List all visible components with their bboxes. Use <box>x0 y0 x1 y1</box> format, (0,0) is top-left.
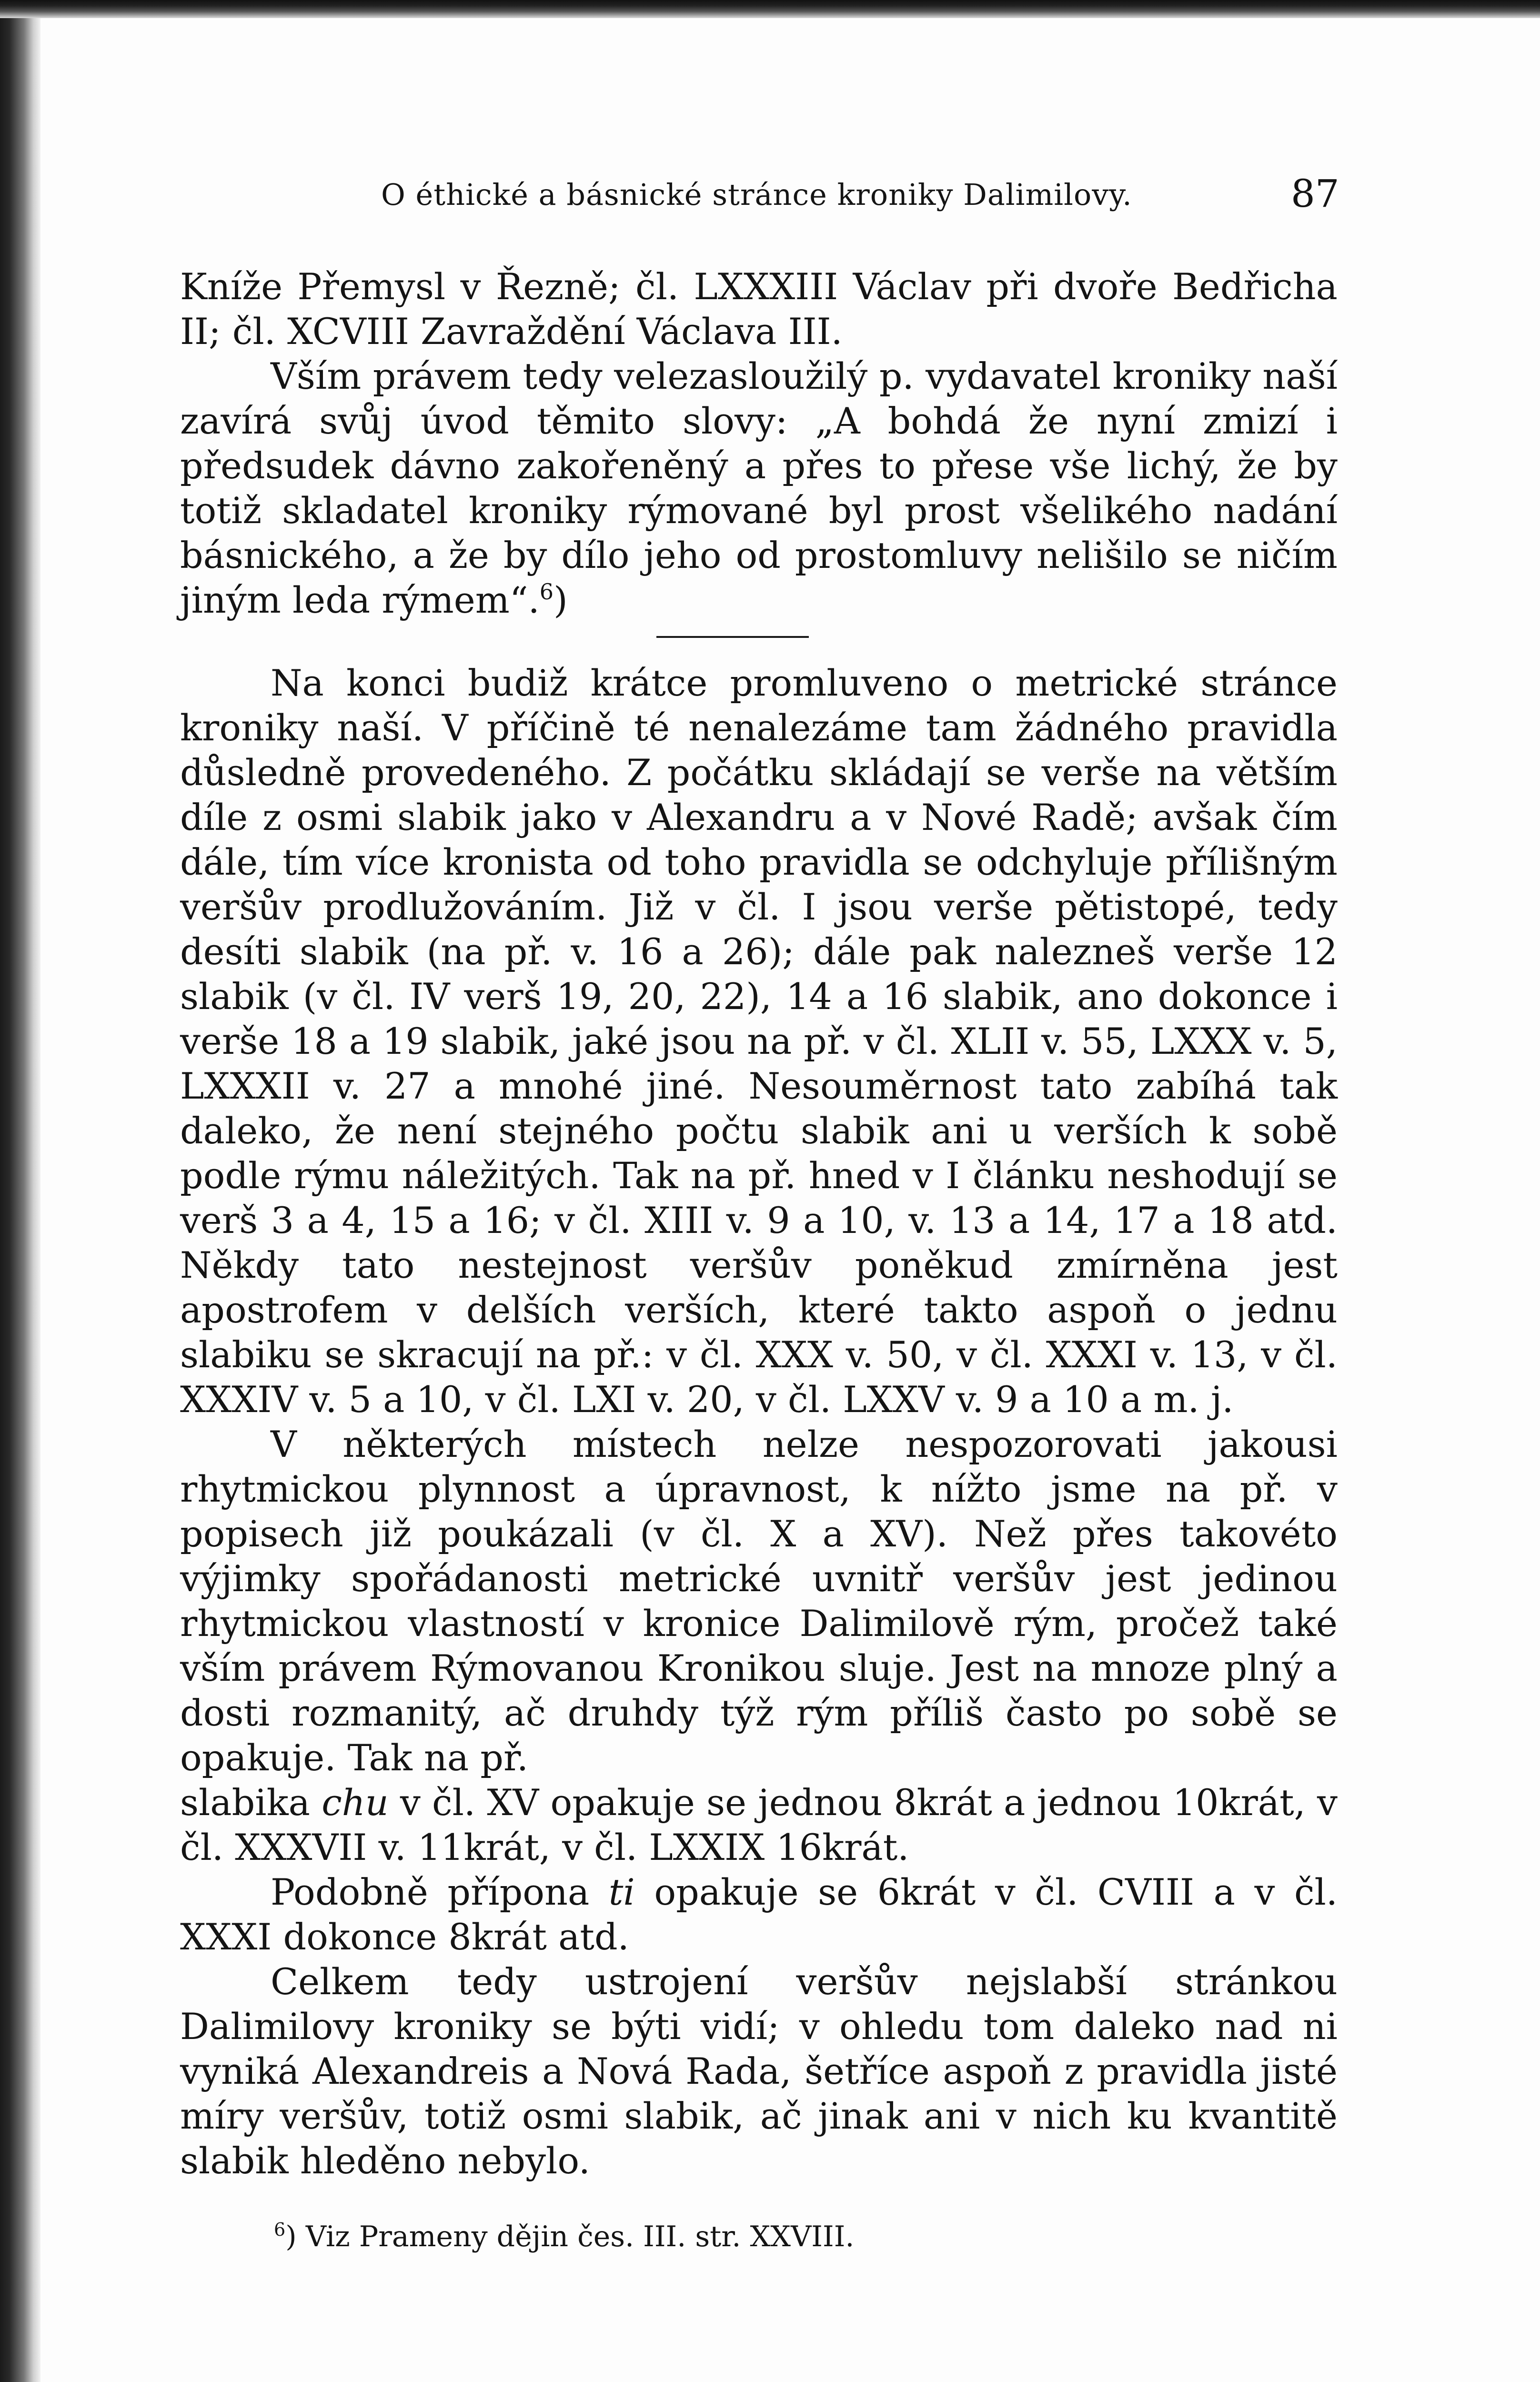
paragraph-4: V některých místech nelze nespozorovati jakousi rhytmickou plynnost a úpravnost, k nížto jsme na př. v popisech již poukázali (v čl. X a XV). Než přes takovéto výjimky spořádanosti metrické uvnitř veršův jest jedinou rhytmickou vlastností v kronice Dalimilově rým, pročež také vším právem Rýmovanou Kronikou sluje. Jest na mnoze plný a dosti rozmanitý, ač druhdy týž rým příliš často po sobě se opakuje. Tak na př. <box>180 1423 1338 1779</box>
page-number: 87 <box>1291 172 1339 216</box>
paragraph-6-start: Podobně přípona <box>271 1871 590 1913</box>
section-divider <box>656 636 809 638</box>
footnote-reference: 6 <box>539 579 554 605</box>
paragraph-5 <box>180 1780 1338 1870</box>
italic-suffix-ti: ti <box>608 1871 635 1913</box>
footnote-mark: 6 <box>274 2219 286 2240</box>
paragraph-7: Celkem tedy ustrojení veršův nejslabší stránkou Dalimilovy kroniky se býti vidí; v ohledu tom daleko nad ni vyniká Alexandreis a Nová Rada, šetříce aspoň z pravidla jisté míry veršův, totiž osmi slabik, ač jinak ani v nich ku kvantitě slabik hleděno nebylo. <box>180 1960 1338 2182</box>
paragraph-2 <box>180 354 1338 623</box>
paragraph-3: Na konci budiž krátce promluveno o metrické stránce kroniky naší. V příčině té nenalezáme tam žádného pravidla důsledně provedeného. Z počátku skládají se verše na větším díle z osmi slabik jako v Alexandru a v Nové Radě; avšak čím dále, tím více kronista od toho pravidla se odchyluje přílišným veršův prodlužováním. Již v čl. I jsou verše pětistopé, tedy desíti slabik (na př. v. 16 a 26); dále pak nalezneš verše 12 slabik (v čl. IV verš 19, 20, 22), 14 a 16 slabik, ano dokonce i verše 18 a 19 slabik, jaké jsou na př. v čl. XLII v. 55, LXXX v. 5, LXXXII v. 27 a mnohé jiné. Nesouměrnost tato zabíhá tak daleko, že není stejného počtu slabik ani u verších k sobě podle rýmu náležitých. Tak na př. hned v I článku neshodují se verš 3 a 4, 15 a 16; v čl. XIII v. 9 a 10, v. 13 a 14, 17 a 18 atd. Někdy tato nestejnost veršův poněkud zmírněna jest apostrofem v delších verších, které takto aspoň o jednu slabiku se skracují na př.: v čl. XXX v. 50, v čl. XXXI v. 13, v čl. XXXIV v. 5 a 10, v čl. LXI v. 20, v čl. LXXV v. 9 a 10 a m. j. <box>180 662 1338 1421</box>
paragraph-1: Kníže Přemysl v Řezně; čl. LXXXIII Václav při dvoře Bedřicha II; čl. XCVIII Zavraždění Václava III. <box>180 265 1338 353</box>
scan-top-edge <box>0 0 1540 18</box>
running-head: O éthické a básnické stránce kroniky Dalimilovy. <box>381 177 1132 212</box>
scan-left-edge <box>0 0 40 2382</box>
paragraph-5-rest: v čl. XV opakuje se jednou 8krát a jednou 10krát, v čl. XXXVII v. 11krát, v čl. LXXIX 16krát. <box>180 1781 1338 1868</box>
paragraph-6-rest: opakuje se 6krát v čl. CVIII a v čl. XXXI dokonce 8krát atd. <box>180 1871 1338 1958</box>
main-text <box>180 264 1338 2183</box>
paragraph-6 <box>180 1870 1338 1959</box>
footnote-paren: ) <box>285 2220 297 2253</box>
paragraph-2-text: Vším právem tedy velezasloužilý p. vydavatel kroniky naší zavírá svůj úvod těmito slovy: „A bohdá že nyní zmizí i předsudek dávno zakořeněný a přes to přese vše lichý, že by totiž skladatel kroniky rýmované byl prost všelikého nadání básnického, a že by dílo jeho od prostomluvy nelišilo se ničím jiným leda rýmem“. <box>180 355 1338 621</box>
paragraph-5-start: slabika <box>180 1781 310 1824</box>
italic-syllable-chu: chu <box>322 1781 389 1824</box>
footnote <box>274 2220 854 2253</box>
footnote-text: Viz Prameny dějin čes. III. str. XXVIII. <box>305 2220 855 2253</box>
footnote-reference-paren: ) <box>554 579 568 621</box>
